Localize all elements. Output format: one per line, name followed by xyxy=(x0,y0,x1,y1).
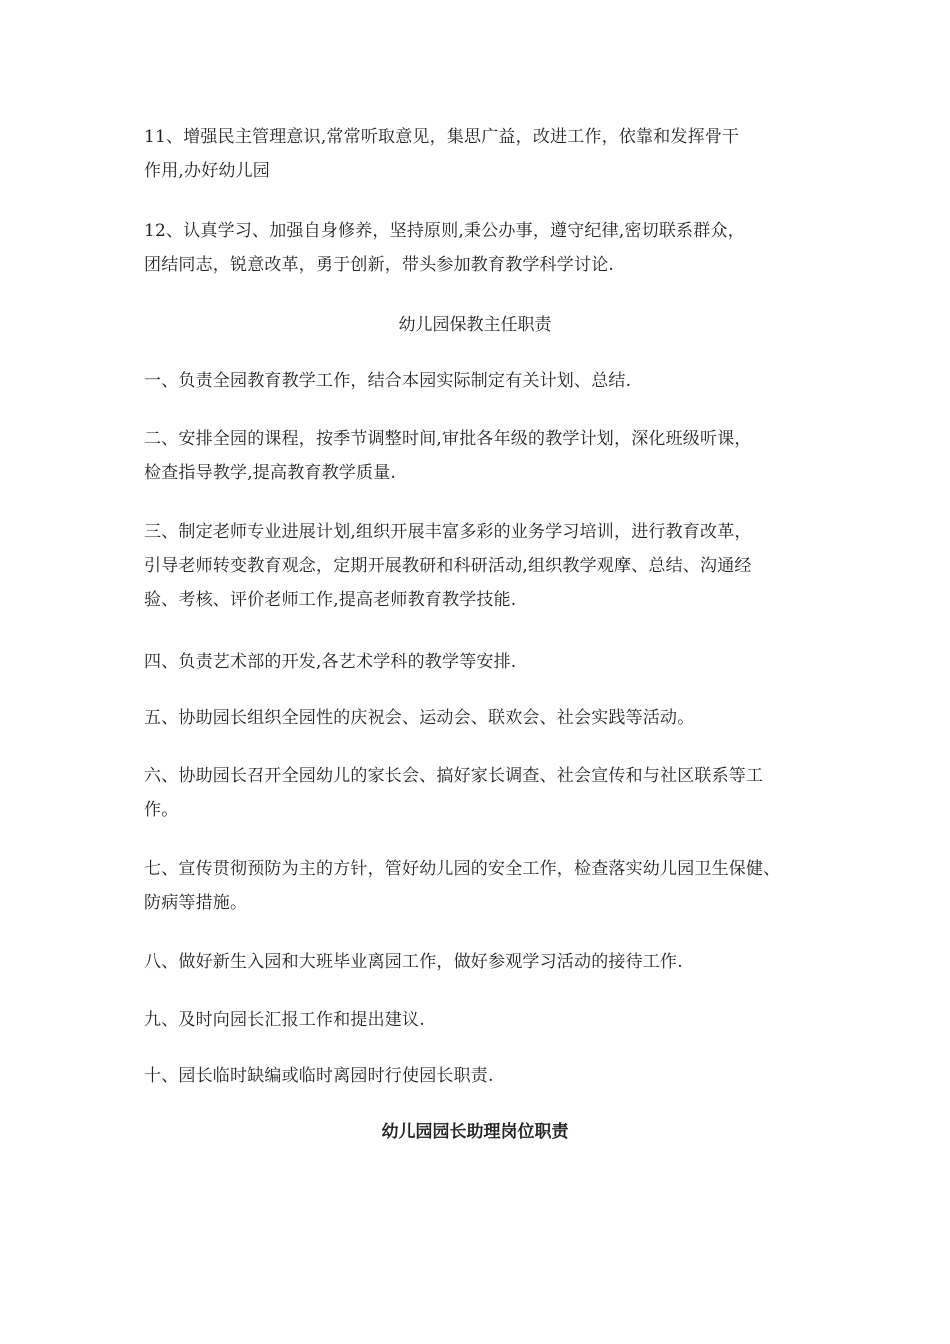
text-line: 验、考核、评价老师工作,提高老师教育教学技能. xyxy=(144,590,517,610)
text-line: 团结同志，锐意改革，勇于创新，带头参加教育教学科学讨论. xyxy=(144,255,615,275)
text-line: 作。 xyxy=(144,800,179,820)
text-line: 七、宣传贯彻预防为主的方针，管好幼儿园的安全工作，检查落实幼儿园卫生保健、 xyxy=(144,859,781,879)
section-title-assistant-principal: 幼儿园园长助理岗位职责 xyxy=(381,1122,569,1142)
text-line: 一、负责全园教育教学工作，结合本园实际制定有关计划、总结. xyxy=(144,371,632,391)
list-item-11 xyxy=(144,120,824,188)
list-item-9 xyxy=(144,1003,824,1037)
section-title-childcare-director: 幼儿园保教主任职责 xyxy=(398,315,552,335)
list-item-1 xyxy=(144,364,824,398)
list-item-6 xyxy=(144,759,824,827)
list-item-5 xyxy=(144,701,824,735)
text-line: 二、安排全园的课程，按季节调整时间,审批各年级的教学计划，深化班级听课， xyxy=(144,429,752,449)
text-line: 六、协助园长召开全园幼儿的家长会、搞好家长调查、社会宣传和与社区联系等工 xyxy=(144,766,764,786)
text-line: 五、协助园长组织全园性的庆祝会、运动会、联欢会、社会实践等活动。 xyxy=(144,708,695,728)
list-item-12 xyxy=(144,214,824,282)
text-line: 十、园长临时缺编或临时离园时行使园长职责. xyxy=(144,1066,494,1086)
list-item-10 xyxy=(144,1059,824,1093)
list-item-3 xyxy=(144,515,824,617)
text-line: 九、及时向园长汇报工作和提出建议. xyxy=(144,1010,425,1030)
list-item-8 xyxy=(144,945,824,979)
text-line: 11、增强民主管理意识,常常听取意见，集思广益，改进工作，依靠和发挥骨干 xyxy=(144,127,740,147)
list-item-4 xyxy=(144,645,824,679)
text-line: 检查指导教学,提高教育教学质量. xyxy=(144,463,397,483)
text-line: 三、制定老师专业进展计划,组织开展丰富多彩的业务学习培训，进行教育改革， xyxy=(144,522,752,542)
text-line: 防病等措施。 xyxy=(144,893,248,913)
text-line: 引导老师转变教育观念，定期开展教研和科研活动,组织教学观摩、总结、沟通经 xyxy=(144,556,752,576)
text-line: 12、认真学习、加强自身修养，坚持原则,秉公办事，遵守纪律,密切联系群众， xyxy=(144,221,745,241)
list-item-7 xyxy=(144,852,824,920)
text-line: 八、做好新生入园和大班毕业离园工作，做好参观学习活动的接待工作. xyxy=(144,952,683,972)
text-line: 作用,办好幼儿园 xyxy=(144,161,271,181)
text-line: 四、负责艺术部的开发,各艺术学科的教学等安排. xyxy=(144,652,517,672)
list-item-2 xyxy=(144,422,824,490)
